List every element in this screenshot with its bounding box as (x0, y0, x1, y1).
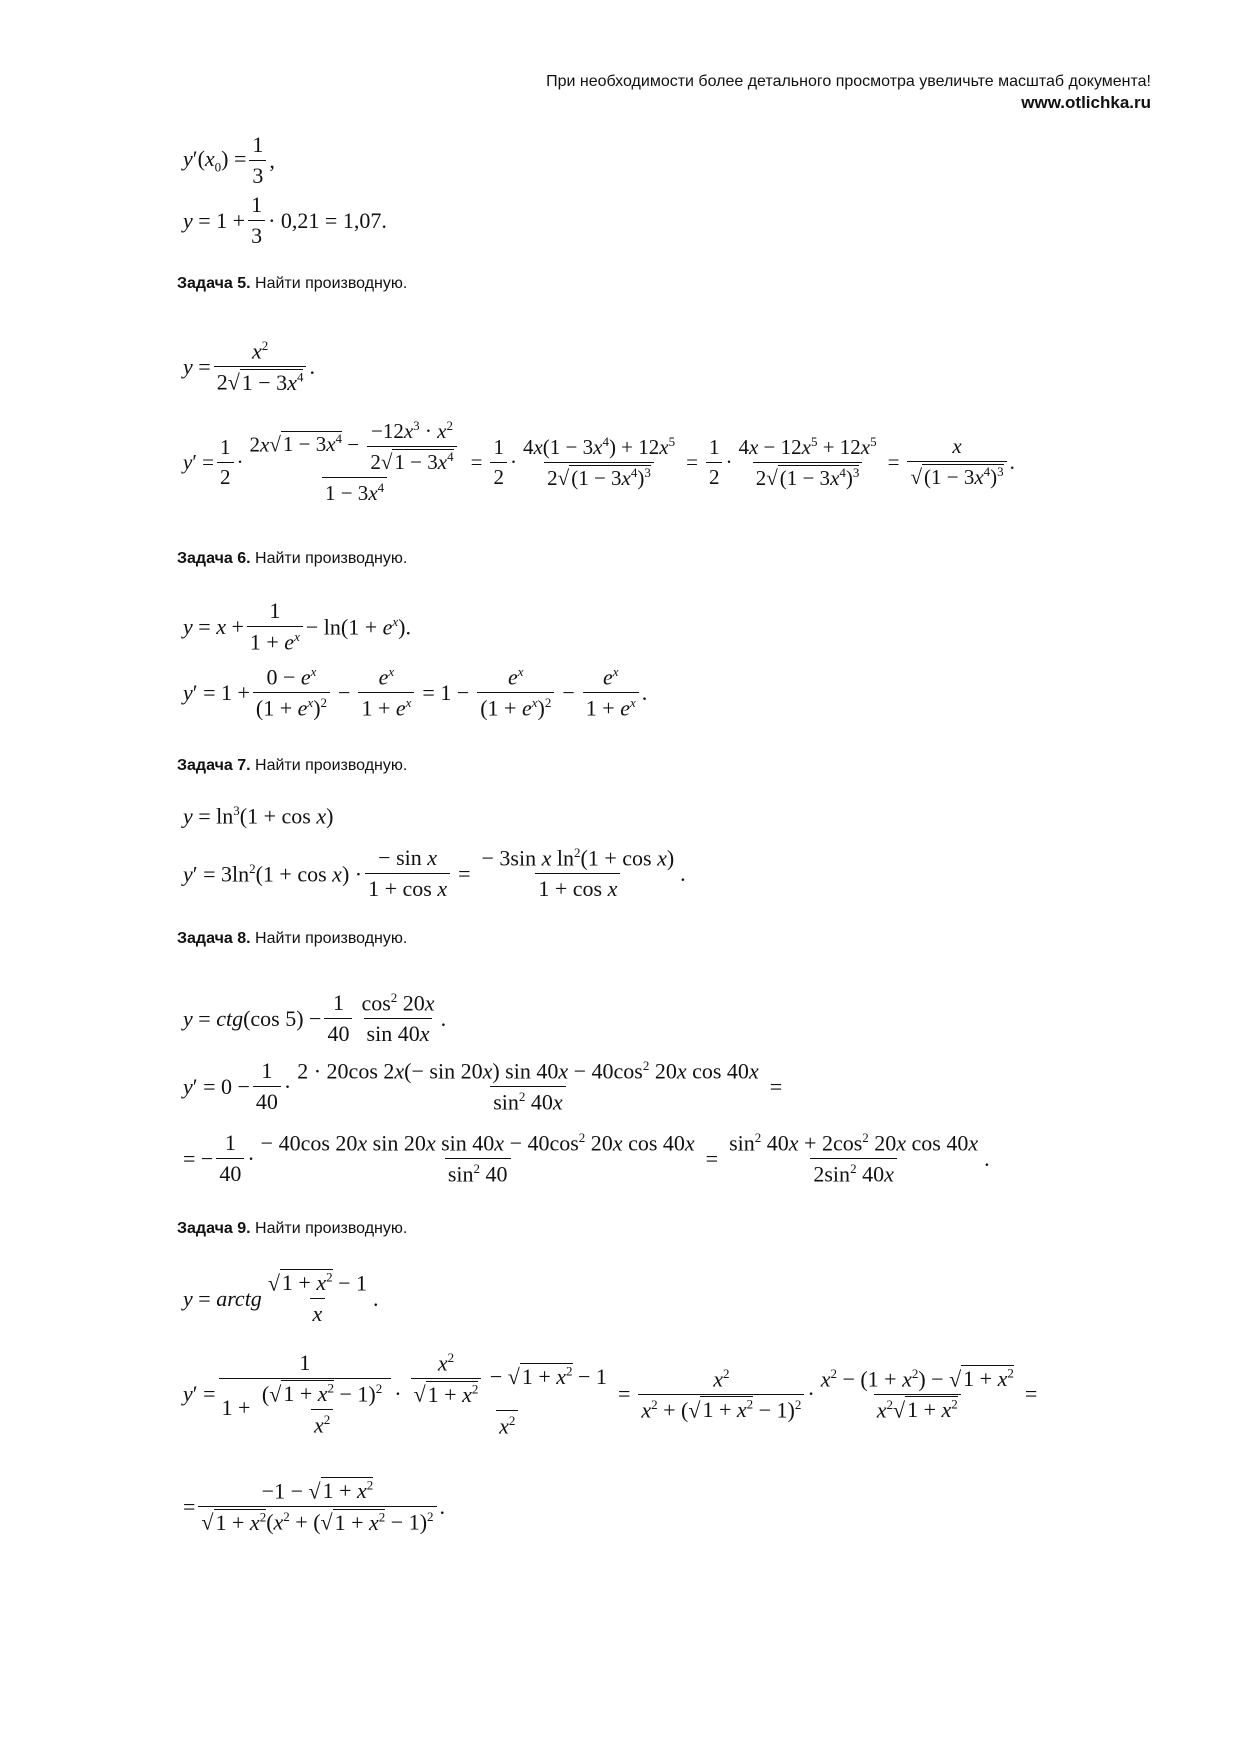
task-7-heading: Задача 7. Найти производную. (177, 757, 408, 774)
task-6-function: y = x + $\frac{1}{1 + e^x}$ − $\ln(1 + e^x)$. (183, 598, 411, 655)
task-8-function: y = ctg(cos 5) − $\frac{1}{40}$ $\cos^2 20x$ sin 40x . (183, 990, 447, 1047)
task-8-derivative-2: = − $\frac{1}{40}$ · $\frac{- 40\cos 20x \sin 20x \sin 40x - 40\cos^2 20x \cos 40x}{\sin^2 40}$ = $\frac{\sin^2 40x + 2\cos^2 20x \cos 40x}{2\sin^2 40x}$ . (183, 1130, 990, 1187)
task-6-heading: Задача 6. Найти производную. (177, 550, 408, 567)
task-9-derivative-2: = $\frac{-1 - √1 + x^2}{√1 + x^2(x^2 + (√1 + x^2 - 1)^2}$ . (183, 1478, 446, 1535)
task-9-heading: Задача 9. Найти производную. (177, 1220, 408, 1237)
task-8-derivative-1: y′ = 0 − $\frac{1}{40}$ · $\frac{2 \cdot 20\cos 2x(- \sin 20x) \sin 40x - 40\cos^2 20x \cos 40x}{\sin^2 40x}$ = (183, 1058, 783, 1115)
page-header (546, 72, 1151, 114)
header-site: www.otlichka.ru (1021, 93, 1151, 112)
task-7-function: $y = \ln^3(1 + \cos x)$ (183, 803, 334, 829)
task-8-heading: Задача 8. Найти производную. (177, 930, 408, 947)
task-9-function: y = arctg $√1 + x^2 - 1$ x . (183, 1270, 379, 1327)
task-6-derivative: y′ = 1 + $\frac{0 - e^x}{(1 + e^x)^2}$ − $\frac{e^x}{1 + e^x}$ = 1 − $\frac{e^x}{(1 + e^x)^2}$ − $\frac{e^x}{1 + e^x}$ . (183, 664, 648, 721)
task-9-derivative-1: y′ = 1 1 + $\frac{(√1 + x^2 - 1)^2}{x^2}$ · $\frac{x^2}{√1 + x^2}$ − $√1 + x^2 - 1$ $x^2$ = $\frac{x^2}{x^2 + (√1 + x^2 - 1)^2}$ · $\frac{x^2 - (1 + x^2) - √1 + x^2}{x^2√1 + x^2}$ = (183, 1350, 1038, 1438)
task-7-derivative: $y' = 3\ln^2(1 + \cos x)$ · $\frac{\text{− sin x}}{\text{1 + cos x}}$ = $\frac{- 3\sin x \ln^2(1 + \cos x)}{\text{1 + cos x}}$ . (183, 845, 686, 902)
eq-y-value: y = 1 + $\frac{1}{3}$ · 0,21 = 1,07. (183, 192, 387, 248)
task-5-derivative: y′ = $\frac{1}{2}$ · $2x√1 - 3x^4$ − $\frac{-12x^3 \cdot x^2}{2√1 - 3x^4}$ $1 - 3x^4$ = $\frac{1}{2}$ · $\frac{4x(1 - 3x^4) + 12x^5}{2√(1 - 3x^4)^3}$ = $\frac{1}{2}$ · $\frac{4x - 12x^5 + 12x^5}{2√(1 - 3x^4)^3}$ = $\frac{x}{√(1 - 3x^4)^3}$ . (183, 418, 1015, 505)
task-5-heading: Задача 5. Найти производную. (177, 275, 408, 292)
task-5-function: y = $\frac{x^2}{2√1 - 3x^4}$ . (183, 338, 315, 395)
eq-y-prime-x0: $y'(x_0)$ = $\frac{1}{3}$ , (183, 132, 275, 188)
header-note: При необходимости более детального просмотра увеличьте масштаб документа! (546, 73, 1151, 90)
